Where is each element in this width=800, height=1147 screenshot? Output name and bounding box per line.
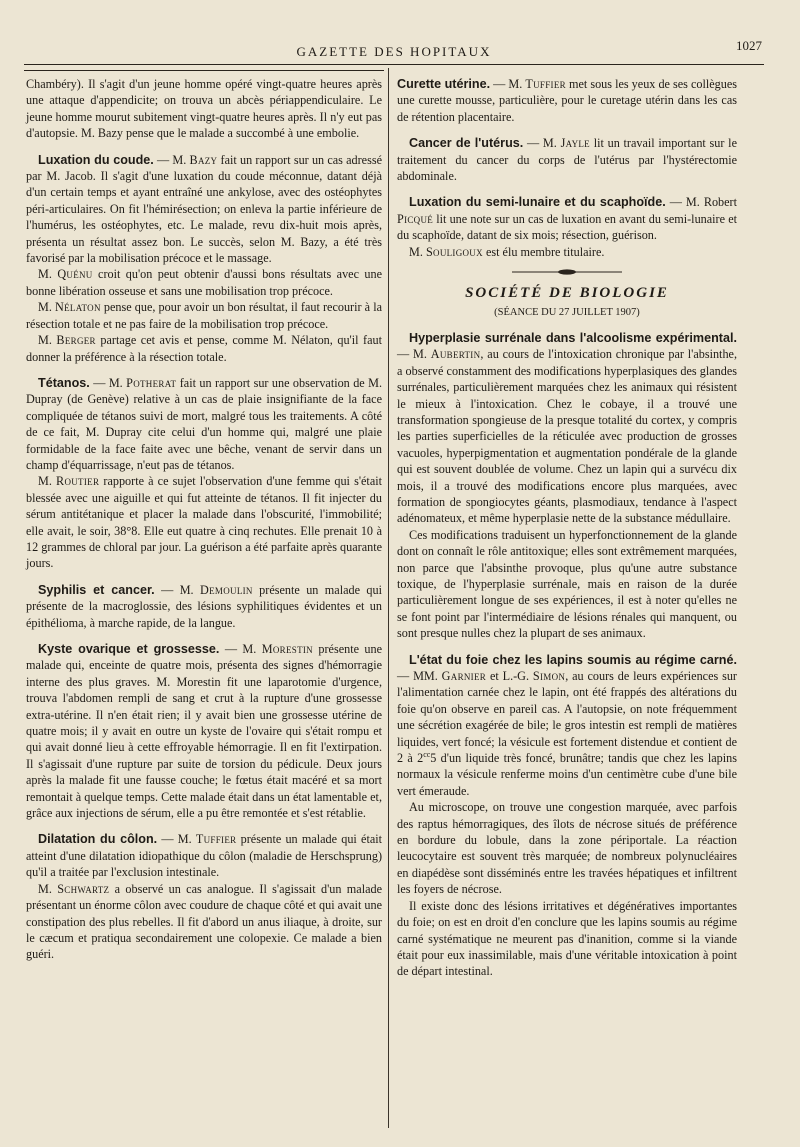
- text: , au cours de leurs expériences sur l'alimentation carnée chez le lapin, ont été frappés des altérations du foie qu'on observe en pareil cas. A l'autopsie, on note fréquemment une sécrétion exagérée de bile; le gros intestin est rempli de matières liquides, vert foncé; la vésicule est fortement distendue et contient de 2 à 2: [397, 669, 737, 766]
- header-rule: [24, 70, 384, 71]
- paragraph: Au microscope, on trouve une congestion marquée, avec parfois des raptus hémorragiques, des îlots de nécrose situés de préférence en bordure du lobule, dans la zone périportale. La réaction leucocytaire est souvent très marquée; de nombreux polynucléaires en diapédèse sont disséminés entre les travées hépatiques et infiltrent les foyers de nécrose.: [397, 800, 737, 897]
- text: met sous les yeux de ses collègues une curette mousse, particulière, pour le curetage utérin dans les cas de rétention placentaire.: [397, 77, 737, 124]
- journal-title: GAZETTE DES HOPITAUX: [296, 44, 492, 59]
- section-hyperplasie: [397, 330, 737, 642]
- section-title: Curette utérine.: [397, 77, 491, 91]
- author-name: Tuffier: [195, 832, 237, 847]
- section-tetanos: [26, 375, 382, 572]
- text: pense que, pour avoir un bon résultat, il faut recourir à la résection totale et ne pas faire de la mobilisation trop précoce.: [26, 300, 383, 331]
- text: — M.: [157, 832, 196, 847]
- author-name: Nélaton: [55, 300, 101, 315]
- text: — M.: [490, 77, 526, 91]
- text: M.: [38, 267, 58, 282]
- paragraph: [26, 473, 382, 571]
- author-name: Bazy: [189, 152, 218, 167]
- text: M.: [38, 881, 58, 896]
- text: , au cours de l'intoxication chronique par l'absinthe, a observé constamment des modifications hyperplasiques des glandes surrénales, particulièrement marquées chez les animaux qui résistent le mieux à l'intoxication. Chez le cobaye, il a trouvé une transformation spongieuse de la presque totalité du cortex, y compris les parties superficielles de la réticulée avec production de grosses vacuoles, hyperpigmentation et augmentation pondérale de la glande qui est souvent doublée de volume. Chez un lapin qui a survécu dix mois, il a trouvé des modifications encore plus marquées, avec formation de spongiocytes géants, plasmodiaux, tendance à l'aspect adénomateux, et même hyperplasie nette de la substance médullaire.: [397, 347, 737, 526]
- paragraph: [26, 332, 382, 365]
- paragraph: [26, 582, 382, 631]
- text: — M. Robert: [665, 195, 737, 210]
- text: fait un rapport sur un cas adressé par M. Jacob. Il s'agit d'une luxation du coude méconnue, datant déjà d'un certain temps et ayant entraîné une ankylose, avec des ostéophytes péri-articulaires. On fit l'hémirésection; on enleva la partie inférieure de l'humérus, les ostéophytes, etc. Le malade, revu dix-huit mois après, présenta un résultat assez bon. Le succès, selon M. Bazy, a été très favorisé par la mobilisation précoce et le massage.: [26, 152, 382, 266]
- section-intro: [26, 76, 382, 142]
- author-name: Jayle: [560, 136, 590, 151]
- superscript: cc: [423, 749, 431, 759]
- section-syphilis: [26, 582, 382, 631]
- section-title: Tétanos.: [38, 375, 90, 390]
- section-dilatation: [26, 831, 382, 962]
- society-heading: SOCIÉTÉ DE BIOLOGIE: [465, 285, 669, 302]
- paragraph: Il existe donc des lésions irritatives et dégénératives importantes du foie; on est en droit d'en conclure que les lapins soumis au régime carné systématique ne meurent pas d'inanition, comme si la viande était pour eux inassimilable, mais d'une véritable intoxication à point de départ intestinal.: [397, 898, 737, 979]
- text: est élu membre titulaire.: [482, 244, 605, 259]
- text: a observé un cas analogue. Il s'agissait d'un malade présentant un énorme côlon avec coudure de chaque côté et qui avait une constipation des plus rebelles. Il fit d'abord un anus iliaque, à droite, sur le cæcum et pratiqua secondairement une colopexie. Ce malade a bien guéri.: [26, 881, 382, 962]
- paragraph: [26, 299, 382, 332]
- author-name: Souligoux: [425, 244, 483, 259]
- author-name: Demoulin: [200, 582, 253, 597]
- text: fait un rapport sur une observation de M. Dupray (de Genève) relative à un cas de plaie insignifiante de la face compliquée de tétanos suivi de mort, malgré tous les traitements. A côté de ce fait, M. Dupray cite celui d'un homme qui, malgré une plaie formidable de la face faite avec une bêche, venant de servir dans un champ d'équarrissage, n'eut pas de tétanos.: [26, 375, 382, 472]
- text: M.: [409, 244, 426, 259]
- text: lit un travail important sur le traitement du cancer du corps de l'utérus par l'hystérectomie abdominale.: [397, 136, 737, 184]
- section-title: Kyste ovarique et grossesse.: [38, 642, 220, 656]
- paragraph: Ces modifications traduisent un hyperfonctionnement de la glande dont on connaît le rôle antitoxique; elles sont extrêmement marquées, non parce que l'absinthe provoque, plus qu'une autre substance toxique, de l'hyperplasie surrénale, mais en raison de la durée particulièrement longue de ses expériences, il est à noter qu'elles ne se font point par l'intermédiaire de lésions rénales qui manquent, ou sont presque nulles chez la plupart de ses animaux.: [397, 527, 737, 641]
- ornament-divider: [512, 269, 622, 275]
- section-curette: [397, 76, 737, 125]
- author-name: Schwartz: [57, 881, 110, 896]
- paragraph: [26, 375, 382, 473]
- text: croit qu'on peut obtenir d'aussi bons résultats avec une bonne libération osseuse et sans une mobilisation trop précoce.: [26, 267, 382, 298]
- section-title: Syphilis et cancer.: [38, 582, 155, 597]
- intro-paragraph: Chambéry). Il s'agit d'un jeune homme opéré vingt-quatre heures après une attaque d'appendicite; on trouva un abcès périappendiculaire. Le jeune homme mourut subitement vingt-quatre heures après. Il n'y eut pas d'autopsie. M. Bazy pense que le malade a succombé à une embolie.: [26, 77, 382, 141]
- paragraph: [26, 152, 382, 267]
- paragraph: [26, 641, 382, 821]
- paragraph: [397, 244, 737, 260]
- section-luxation-coude: [26, 152, 382, 365]
- text: et L.-G.: [486, 669, 533, 683]
- paragraph: [26, 881, 382, 963]
- author-name: Tuffier: [525, 77, 566, 91]
- text: présente un malade qui présente de la macroglossie, des lésions syphilitiques évidentes et un épithélioma, à marche rapide, de la langue.: [26, 582, 382, 630]
- section-kyste: [26, 641, 382, 821]
- section-luxation-semilunaire: [397, 194, 737, 260]
- text: présente un malade qui était atteint d'une dilatation idiopathique du côlon (maladie de Herschsprung) qu'il a traitée par l'exclusion intestinale.: [26, 832, 383, 880]
- column-divider: [388, 68, 389, 1128]
- text: M.: [38, 333, 57, 348]
- author-name: Picqué: [397, 211, 434, 226]
- text: lit une note sur un cas de luxation en avant du semi-lunaire et du scaphoïde, datant de six mois; résection, guérison.: [397, 211, 737, 243]
- text: partage cet avis et pense, comme M. Nélaton, qu'il faut donner la préférence à la résection totale.: [26, 333, 382, 364]
- paragraph: [26, 266, 382, 299]
- page-number: 1027: [736, 38, 762, 53]
- text: présente une malade qui, enceinte de quatre mois, présenta des signes d'hémorragie interne des plus graves. M. Morestin fit une laparotomie d'urgence, trouva l'abdomen rempli de sang et crut à la rupture d'une grossesse extra-utérine. Il n'en était rien; il y avait bien une grossesse utérine de quatre mois; il y avait en outre un kyste de l'ovaire qui s'était rompu et qui avait donné lieu à cette effroyable hémorragie. Il en fit l'extirpation. Il s'agissait d'une rupture par suite de torsion du pédicule. Deux jours après la malade fit une fausse couche; le fœtus était macéré et sa mort remontait à quelque temps. Cette malade était dans un état lamentable et, grâce aux injections de sérum, elle a pu être remontée et s'est rétablie.: [26, 642, 383, 821]
- text: — M.: [397, 347, 431, 362]
- paragraph: [397, 76, 737, 125]
- paragraph: [397, 652, 737, 800]
- author-name: Garnier: [441, 669, 487, 683]
- paragraph: [26, 831, 382, 880]
- section-title: Hyperplasie surrénale dans l'alcoolisme expérimental.: [409, 330, 737, 345]
- text: M.: [38, 474, 57, 489]
- section-title: L'état du foie chez les lapins soumis au régime carné.: [409, 652, 737, 667]
- left-column: [26, 76, 382, 972]
- text: — M.: [219, 642, 262, 656]
- paragraph: [397, 135, 737, 184]
- right-column: [397, 76, 737, 989]
- section-title: Dilatation du côlon.: [38, 832, 158, 847]
- text: — M.: [523, 136, 561, 151]
- text: rapporte à ce sujet l'observation d'une femme qui s'était blessée avec une aiguille et qui fut atteinte de tétanos. Il fit injecter du sérum antitétanique et placer la malade dans l'obscurité, l'immobilité; elle avait, le soir, 38°8. Elle eut quatre à cinq rechutes. Elle prenait 10 à 12 grammes de chloral par jour. La guérison a été parfaite après quarante jours.: [26, 474, 382, 571]
- ornament-center: [558, 269, 576, 274]
- section-title: Cancer de l'utérus.: [409, 136, 524, 151]
- text: — M.: [154, 582, 201, 597]
- author-name: Aubertin: [430, 347, 481, 362]
- text: — M.: [153, 152, 190, 167]
- section-title: Luxation du semi-lunaire et du scaphoïde.: [409, 195, 666, 210]
- author-name: Simon: [532, 669, 566, 683]
- section-cancer: [397, 135, 737, 184]
- author-name: Routier: [56, 474, 100, 489]
- author-name: Quénu: [57, 267, 93, 282]
- text: 5 d'un liquide très foncé, brunâtre; tandis que chez les lapins normaux la vésicule renferme moins d'un centimètre cube d'une bile vert émeraude.: [397, 751, 737, 798]
- paragraph: [397, 330, 737, 527]
- text: M.: [38, 300, 56, 315]
- paragraph: [397, 194, 737, 243]
- text: — M.: [89, 375, 127, 390]
- author-name: Potherat: [126, 375, 177, 390]
- author-name: Morestin: [261, 642, 313, 656]
- page-header: [24, 38, 764, 65]
- section-title: Luxation du coude.: [38, 152, 154, 167]
- text: — MM.: [397, 669, 442, 683]
- section-foie: [397, 652, 737, 980]
- seance-date: (SÉANCE DU 27 JUILLET 1907): [494, 307, 640, 319]
- author-name: Berger: [56, 333, 96, 348]
